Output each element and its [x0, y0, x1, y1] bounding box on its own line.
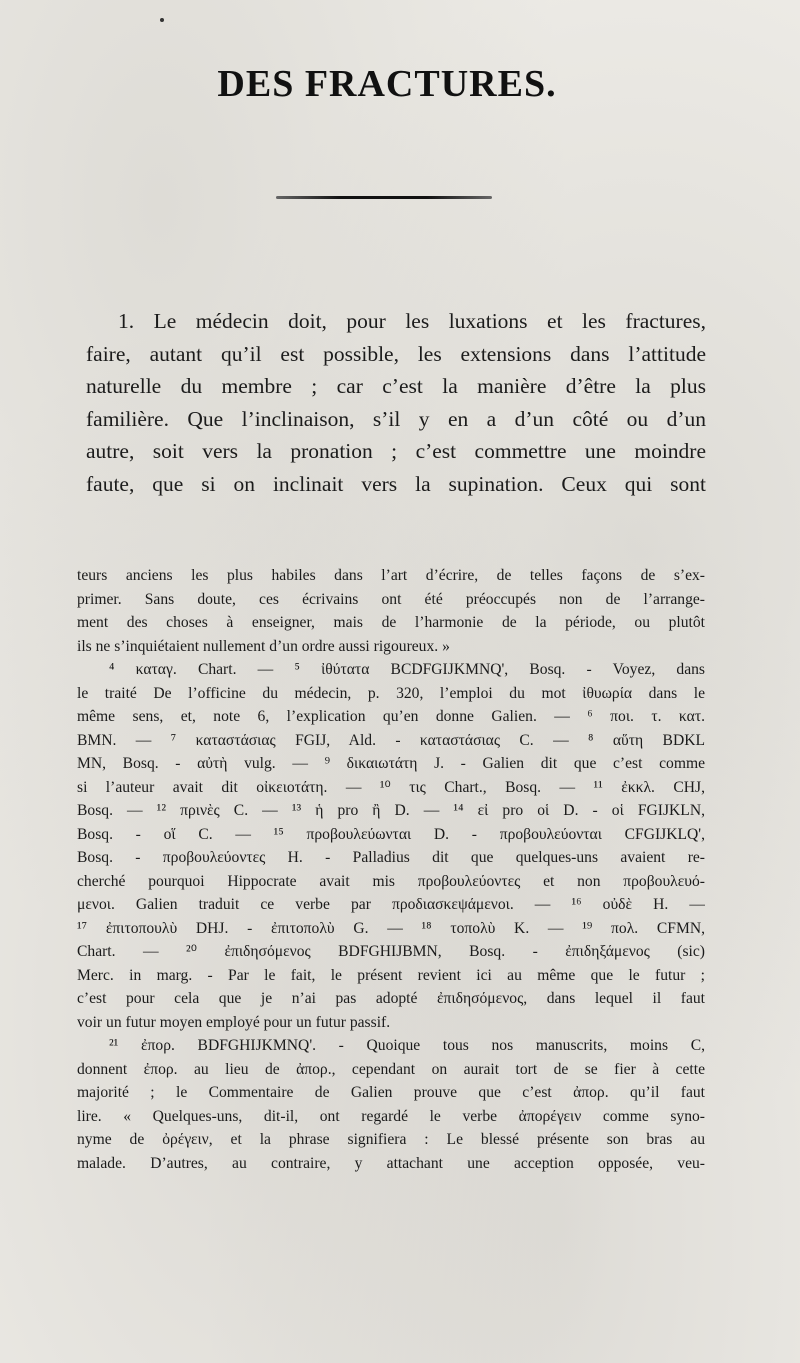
note-line: lire. « Quelques-uns, dit-il, ont regardé le verbe ἀπορέγειν comme syno- — [77, 1107, 705, 1125]
note-line: ment des choses à enseigner, mais de l’harmonie de la période, ou plutôt — [77, 614, 705, 631]
note-line: Bosq. - προβουλεύοντες H. - Palladius dit que quelques-uns avaient re- — [77, 849, 705, 866]
note-line: Merc. in marg. - Par le fait, le présent revient ici au même que le futur ; — [77, 966, 705, 984]
note-line: le traité De l’officine du médecin, p. 320, l’emploi du mot ἰθυωρία dans le — [77, 684, 705, 702]
note-line: si l’auteur avait dit οἰκειοτάτη. — ¹⁰ τις Chart., Bosq. — ¹¹ ἐκκλ. CHJ, — [77, 778, 705, 796]
body-line: 1. Le médecin doit, pour les luxations et les fractures, — [118, 309, 706, 333]
note-line: MN, Bosq. - αὐτὴ vulg. — ⁹ δικαιωτάτη J. - Galien dit que c’est comme — [77, 755, 705, 772]
note-line: primer. Sans doute, ces écrivains ont été préoccupés non de l’arrange- — [77, 590, 705, 608]
note-line: cherché pourquoi Hippocrate avait mis προβουλεύοντες et non προβουλευό- — [77, 872, 705, 890]
note-line: teurs anciens les plus habiles dans l’art d’écrire, de telles façons de s’ex- — [77, 567, 705, 584]
ink-dot — [160, 18, 164, 22]
main-text — [86, 305, 706, 501]
note-line: même sens, et, note 6, l’explication qu’en donne Galien. — ⁶ ποι. τ. κατ. — [77, 708, 705, 725]
page-title: DES FRACTURES. — [217, 63, 557, 105]
note-line: ¹⁷ ἐπιτοπουλὺ DHJ. - ἐπιτοπολὺ G. — ¹⁸ τοπολὺ K. — ¹⁹ πολ. CFMN, — [77, 919, 705, 937]
note-line: majorité ; le Commentaire de Galien prouve que c’est ἀπορ. qu’il faut — [77, 1084, 705, 1101]
title-rule — [276, 196, 492, 199]
note-line: nyme de ὀρέγειν, et la phrase signifiera : Le blessé présente son bras au — [77, 1131, 705, 1148]
body-line: faute, que si on inclinait vers la supination. Ceux qui sont — [86, 471, 706, 496]
note-line: Chart. — ²⁰ ἐπιδησόμενος BDFGHIJBMN, Bosq. - ἐπιδηξάμενος (sic) — [77, 943, 705, 960]
body-line: faire, autant qu’il est possible, les extensions dans l’attitude — [86, 341, 706, 366]
body-line: autre, soit vers la pronation ; c’est commettre une moindre — [86, 439, 706, 464]
note-line: donnent ἐπορ. au lieu de ἀπορ., cependant on aurait tort de se fier à cette — [77, 1060, 705, 1078]
note-line: ils ne s’inquiétaient nullement d’un ordre aussi rigoureux. » — [77, 637, 450, 655]
body-line: familière. Que l’inclinaison, s’il y en a d’un côté ou d’un — [86, 406, 706, 431]
note-line: μενοι. Galien traduit ce verbe par προδιασκεψάμενοι. — ¹⁶ οὐδὲ H. — — [77, 896, 705, 913]
note-line: c’est pour cela que je n’ai pas adopté ἐπιδησόμενος, dans lequel il faut — [77, 990, 705, 1007]
note-line: Bosq. - οἵ C. — ¹⁵ προβουλεύωνται D. - προβουλεύονται CFGIJKLQ', — [77, 825, 705, 843]
body-line: naturelle du membre ; car c’est la manière d’être la plus — [86, 374, 706, 399]
note-line: ²¹ ἐπορ. BDFGHIJKMNQ'. - Quoique tous nos manuscrits, moins C, — [109, 1037, 705, 1054]
footnotes — [77, 564, 705, 1175]
note-line: BMN. — ⁷ καταστάσιας FGIJ, Ald. - καταστάσιας C. — ⁸ αὕτη BDKL — [77, 731, 705, 749]
note-line: voir un futur moyen employé pour un futur passif. — [77, 1013, 391, 1031]
note-line: Bosq. — ¹² πρινὲς C. — ¹³ ἡ pro ἢ D. — ¹⁴ εἰ pro οἱ D. - οἱ FGIJKLN, — [77, 802, 705, 819]
note-line: ⁴ καταγ. Chart. — ⁵ ἰθύτατα BCDFGIJKMNQ', Bosq. - Voyez, dans — [109, 661, 705, 678]
note-line: malade. D’autres, au contraire, y attachant une acception opposée, veu- — [77, 1154, 705, 1172]
